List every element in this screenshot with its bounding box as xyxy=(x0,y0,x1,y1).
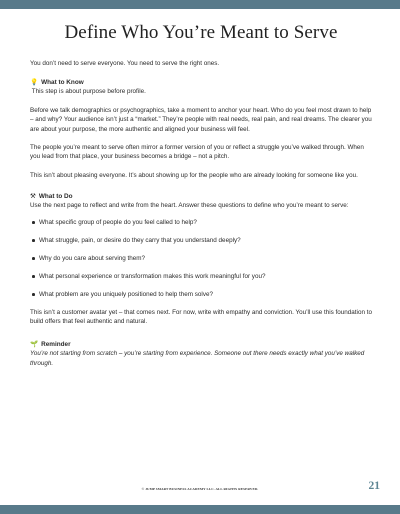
what-to-do-lead: Use the next page to reflect and write from the heart. Answer these questions to define who you’re meant to serve: xyxy=(30,202,349,210)
what-to-know-lead: This step is about purpose before profile. xyxy=(31,88,146,96)
bullet-icon xyxy=(32,293,35,296)
hammer-and-pick-icon: ⚒ xyxy=(30,193,36,201)
list-item: What problem are you uniquely positioned to help them solve? xyxy=(30,290,372,299)
bullet-icon xyxy=(32,257,35,260)
page-title: Define Who You’re Meant to Serve xyxy=(64,22,338,43)
list-item: What struggle, pain, or desire do they carry that you understand deeply? xyxy=(30,236,372,245)
paragraph: Before we talk demographics or psychographics, take a moment to anchor your heart. Who do you feel most drawn to help – and why? Your audience isn’t just a “market.” They’re people with real needs, real pain, and real dreams. The clearer you are about your purpose, the more authentic and aligned your business will feel. xyxy=(30,106,372,133)
bullet-icon xyxy=(32,275,35,278)
reminder-text: You’re not starting from scratch – you’re starting from experience. Someone out there needs exactly what you’ve walked through. xyxy=(30,350,365,367)
bullet-icon xyxy=(32,239,35,242)
bottom-band xyxy=(0,505,400,514)
paragraph: This isn’t about pleasing everyone. It’s about showing up for the people who are already looking for someone like you. xyxy=(30,171,358,179)
what-to-do-closing: This isn’t a customer avatar yet – that comes next. For now, write with empathy and conviction. You’ll use this foundation to build offers that feel authentic and natural. xyxy=(30,308,372,326)
what-to-know-heading xyxy=(30,78,372,87)
lightbulb-icon: 💡 xyxy=(30,79,39,87)
seedling-icon: 🌱 xyxy=(30,341,39,349)
paragraph: The people you’re meant to serve often mirror a former version of you or reflect a struggle you’ve walked through. When you lead from that place, your business becomes a bridge – not a pitch. xyxy=(30,144,364,161)
list-item: Why do you care about serving them? xyxy=(30,254,372,263)
bullet-icon xyxy=(32,221,35,224)
copyright-notice: © JUMP SMART BUSINESS ACADEMY LLC. ALL RIGHTS RESERVED. xyxy=(141,487,259,491)
page-content xyxy=(30,22,372,368)
intro-text: You don’t need to serve everyone. You need to serve the right ones. xyxy=(30,60,220,67)
page-number: 21 xyxy=(368,480,380,492)
list-item: What personal experience or transformation makes this work meaningful for you? xyxy=(30,272,372,281)
question-list xyxy=(30,218,372,299)
what-to-do-heading xyxy=(30,192,372,201)
what-to-know-label: What to Know xyxy=(41,79,84,87)
reminder-label: Reminder xyxy=(41,341,71,349)
top-band xyxy=(0,0,400,9)
what-to-do-label: What to Do xyxy=(38,193,73,201)
list-item: What specific group of people do you feel called to help? xyxy=(30,218,372,227)
reminder-heading xyxy=(30,340,372,349)
